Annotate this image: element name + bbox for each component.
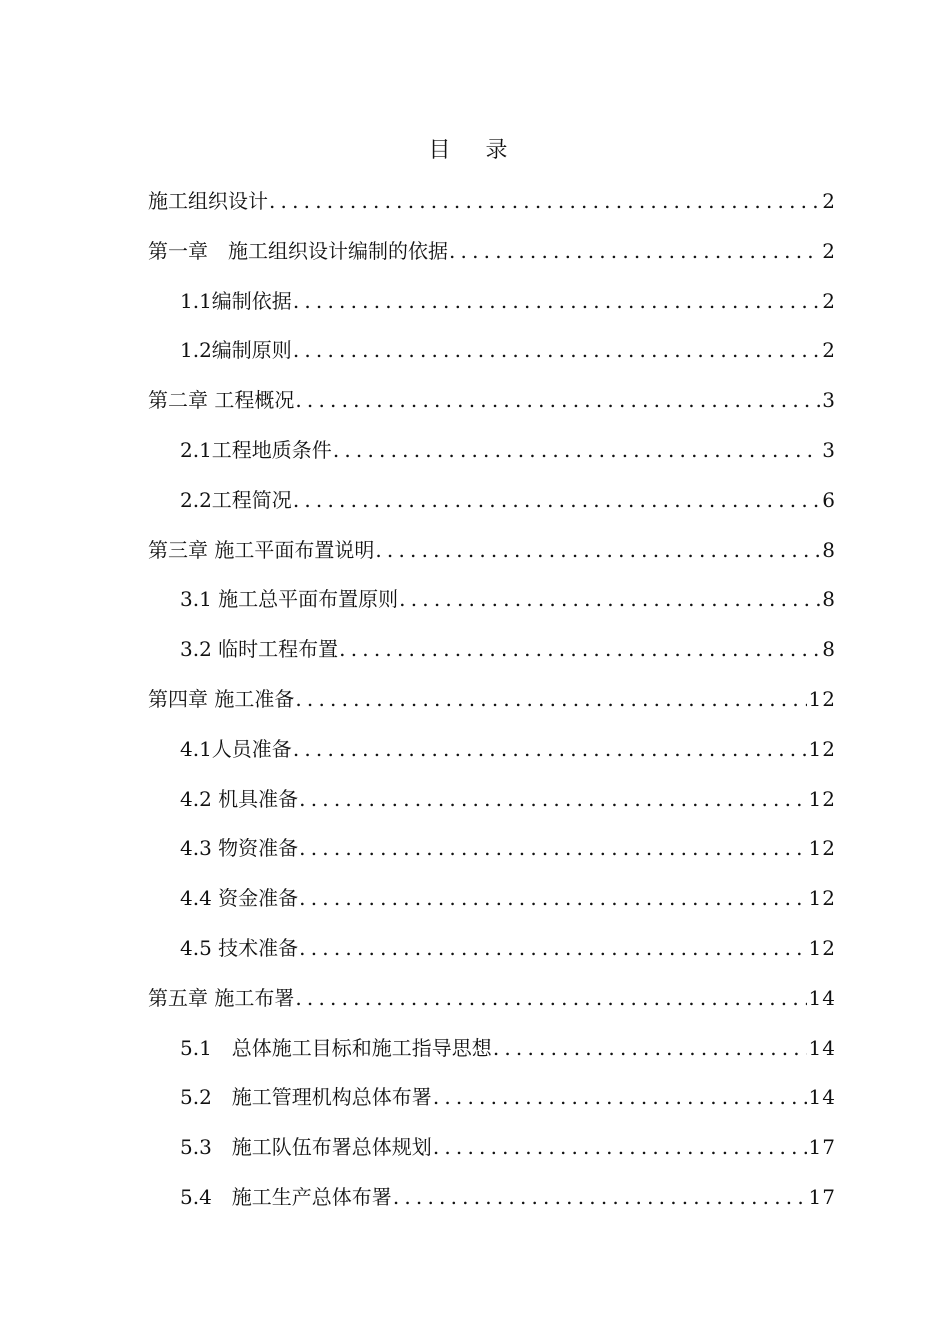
toc-entry-page-number: 2 [822, 288, 836, 313]
toc-entry[interactable] [148, 1080, 836, 1130]
toc-entry-page-number: 14 [808, 985, 836, 1010]
toc-entry-page-number: 12 [808, 686, 836, 711]
toc-entry[interactable] [148, 682, 836, 732]
toc-entry[interactable] [148, 333, 836, 383]
toc-leader-dots [433, 1080, 807, 1114]
toc-entry-page-number: 2 [822, 238, 836, 263]
toc-entry-label: 2.1工程地质条件 [180, 437, 332, 462]
toc-entry-label: 4.5 技术准备 [180, 935, 299, 960]
toc-entry-page-number: 3 [822, 437, 836, 462]
toc-entry[interactable] [148, 383, 836, 433]
toc-leader-dots [299, 831, 806, 865]
toc-list [148, 184, 836, 1230]
toc-entry-label: 第四章 施工准备 [148, 686, 295, 711]
toc-leader-dots [333, 433, 820, 467]
toc-entry-label: 第一章 施工组织设计编制的依据 [148, 238, 448, 263]
toc-entry-label: 3.1 施工总平面布置原则 [180, 587, 399, 612]
toc-entry[interactable] [148, 1180, 836, 1230]
toc-leader-dots [295, 383, 820, 417]
toc-entry-page-number: 8 [822, 537, 836, 562]
toc-entry[interactable] [148, 881, 836, 931]
toc-leader-dots [339, 632, 820, 666]
toc-entry-page-number: 2 [822, 338, 836, 363]
toc-leader-dots [293, 732, 807, 766]
toc-entry-label: 施工组织设计 [148, 189, 268, 213]
toc-entry-label: 第三章 施工平面布置说明 [148, 537, 375, 562]
toc-entry[interactable] [148, 632, 836, 682]
toc-leader-dots [299, 782, 806, 816]
toc-entry[interactable] [148, 483, 836, 533]
toc-leader-dots [399, 582, 820, 616]
toc-entry-page-number: 14 [808, 1085, 836, 1110]
toc-entry-label: 4.1人员准备 [180, 736, 292, 761]
toc-entry[interactable] [148, 831, 836, 881]
toc-leader-dots [269, 184, 820, 218]
toc-entry-label: 4.4 资金准备 [180, 886, 299, 911]
toc-leader-dots [293, 284, 820, 318]
toc-entry-label: 2.2工程简况 [180, 487, 292, 512]
toc-leader-dots [299, 931, 806, 965]
toc-entry-label: 4.2 机具准备 [180, 786, 299, 811]
toc-entry[interactable] [148, 284, 836, 334]
toc-entry[interactable] [148, 1031, 836, 1081]
toc-entry-page-number: 8 [822, 637, 836, 662]
toc-entry[interactable] [148, 1130, 836, 1180]
toc-entry-label: 4.3 物资准备 [180, 836, 299, 861]
toc-leader-dots [293, 333, 820, 367]
toc-entry-page-number: 14 [808, 1035, 836, 1060]
toc-entry-page-number: 12 [808, 736, 836, 761]
toc-entry[interactable] [148, 931, 836, 981]
toc-leader-dots [493, 1031, 807, 1065]
toc-leader-dots [299, 881, 806, 915]
toc-entry-label: 1.1编制依据 [180, 288, 292, 313]
toc-title: 目 录 [428, 138, 522, 163]
toc-entry-label: 5.3 施工队伍布署总体规划 [180, 1135, 432, 1160]
toc-entry-page-number: 12 [808, 886, 836, 911]
toc-leader-dots [433, 1130, 807, 1164]
toc-entry-page-number: 12 [808, 786, 836, 811]
toc-entry-label: 5.2 施工管理机构总体布署 [180, 1085, 432, 1110]
toc-entry-page-number: 12 [808, 836, 836, 861]
toc-entry[interactable] [148, 782, 836, 832]
toc-leader-dots [293, 483, 820, 517]
toc-entry[interactable] [148, 184, 836, 234]
toc-leader-dots [375, 533, 820, 567]
toc-entry-label: 1.2编制原则 [180, 338, 292, 363]
toc-entry-label: 第二章 工程概况 [148, 388, 295, 413]
toc-entry-page-number: 2 [822, 189, 836, 213]
toc-entry-page-number: 8 [822, 587, 836, 612]
toc-entry-label: 5.1 总体施工目标和施工指导思想 [180, 1035, 492, 1060]
toc-entry-page-number: 17 [808, 1184, 836, 1209]
toc-entry[interactable] [148, 981, 836, 1031]
toc-leader-dots [449, 234, 820, 268]
toc-leader-dots [295, 682, 806, 716]
toc-entry-label: 3.2 临时工程布置 [180, 637, 339, 662]
toc-leader-dots [295, 981, 806, 1015]
toc-entry-page-number: 3 [822, 388, 836, 413]
toc-entry-page-number: 6 [822, 487, 836, 512]
toc-entry[interactable] [148, 582, 836, 632]
toc-entry-page-number: 17 [808, 1135, 836, 1160]
toc-entry[interactable] [148, 732, 836, 782]
toc-entry-label: 第五章 施工布署 [148, 985, 295, 1010]
toc-leader-dots [393, 1180, 807, 1214]
toc-entry[interactable] [148, 433, 836, 483]
toc-entry[interactable] [148, 234, 836, 284]
toc-entry[interactable] [148, 533, 836, 583]
toc-entry-label: 5.4 施工生产总体布署 [180, 1184, 392, 1209]
toc-entry-page-number: 12 [808, 935, 836, 960]
